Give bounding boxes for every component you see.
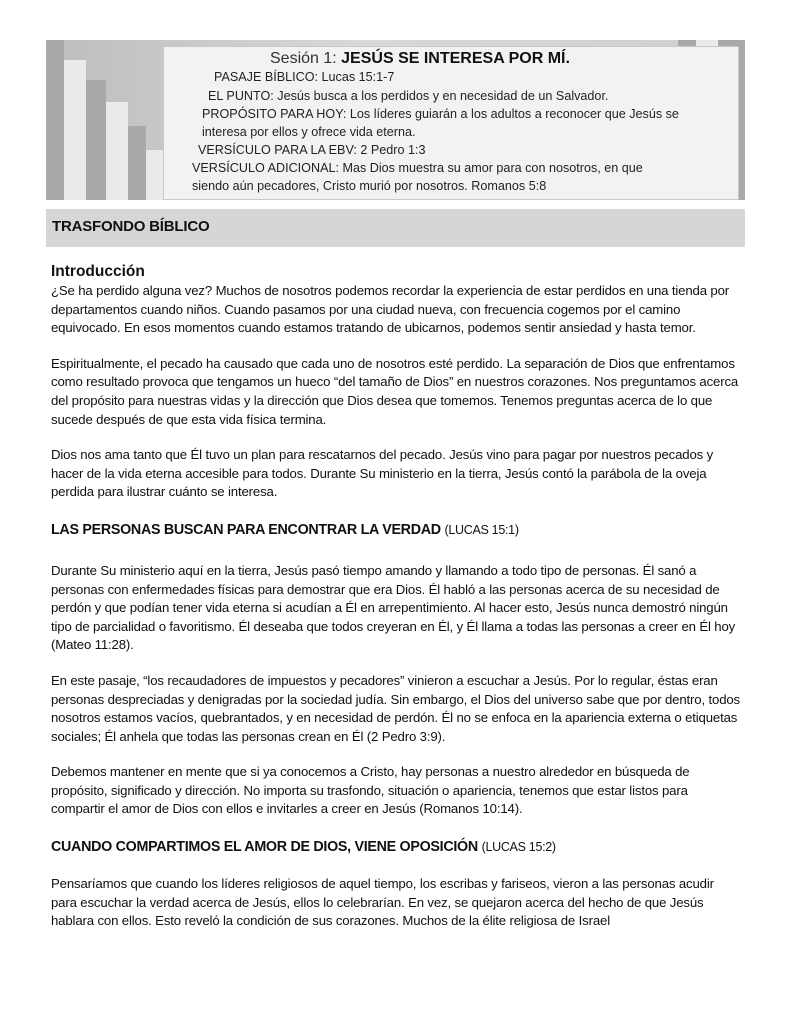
- ebv-verse: VERSÍCULO PARA LA EBV: 2 Pedro 1:3: [198, 143, 426, 157]
- section-bar: [46, 209, 745, 247]
- the-point: EL PUNTO: Jesús busca a los perdidos y en necesidad de un Salvador.: [208, 89, 609, 103]
- section1-paragraph-2: En este pasaje, “los recaudadores de impuestos y pecadores” vinieron a escuchar a Jesús. Por lo regular, éstas eran personas despreciadas y denigradas por la sociedad judía. Sin embargo, el Dios del universo sabe que por dentro, todos nosotros estamos vacíos, quebrantados, y en necesidad de perdón. Él no se enfoca en la apariencia externa o etiquetas sociales; Él anhela que todas las personas crean en Él (2 Pedro 3:9).: [51, 672, 741, 744]
- section-bar-title: TRASFONDO BÍBLICO: [52, 218, 210, 235]
- section2-heading: CUANDO COMPARTIMOS EL AMOR DE DIOS, VIENE OPOSICIÓN (LUCAS 15:2): [51, 839, 556, 856]
- intro-paragraph-2: Espiritualmente, el pecado ha causado que cada uno de nosotros esté perdido. La separación de Dios que enfrentamos como resultado provoca que tengamos un hueco “del tamaño de Dios” en nuestros corazones. Nos preguntamos acerca del propósito para nuestras vidas y la dirección que Dios desea que tomemos. Tenemos preguntas acerca de lo que sucede después de que esta vida física termina.: [51, 355, 739, 427]
- section1-paragraph-3: Debemos mantener en mente que si ya conocemos a Cristo, hay personas a nuestro alrededor en búsqueda de propósito, significado y dirección. No importa su trasfondo, situación o apariencia, tenemos que estar listos para compartir el amor de Dios con ellos e invitarles a creer en Jesús (Romanos 10:14).: [51, 764, 690, 817]
- intro-paragraph-1: ¿Se ha perdido alguna vez? Muchos de nosotros podemos recordar la experiencia de estar perdidos en una tienda por departamentos cuando niños. Cuando pasamos por una ciudad nueva, con frecuencia cogemos por el camino equivocado. En esos momentos cuando estamos tratando de ubicarnos, podemos sentir ansiedad y hasta temor.: [51, 283, 730, 336]
- purpose-line-2: interesa por ellos y ofrece vida eterna.: [202, 125, 416, 139]
- intro-paragraph-3: Dios nos ama tanto que Él tuvo un plan para rescatarnos del pecado. Jesús vino para pagar por nuestros pecados y hacer de la vida eterna accesible para todos. Durante Su ministerio en la tierra, Jesús contó la parábola de la oveja perdida para ilustrar cuánto se interesa.: [51, 447, 714, 500]
- purpose-line-1: PROPÓSITO PARA HOY: Los líderes guiarán a los adultos a reconocer que Jesús se: [202, 107, 679, 121]
- section1-paragraph-1: Durante Su ministerio aquí en la tierra, Jesús pasó tiempo amando y llamando a todo tipo de personas. Él sanó a personas con enfermedades físicas para demostrar que era Dios. Él habló a las personas acerca de su necesidad de perdón y que podían tener vida eterna si acudían a Él en arrepentimiento. Al hacer esto, Jesús nunca demostró ningún tipo de parcialidad o favoritismo. Él deseaba que todos creyeran en Él, y Él llama a todas las personas a creer en Él hoy (Mateo 11:28).: [51, 562, 736, 653]
- extra-verse-line-2: siendo aún pecadores, Cristo murió por nosotros. Romanos 5:8: [192, 179, 547, 193]
- extra-verse-line-1: VERSÍCULO ADICIONAL: Mas Dios muestra su amor para con nosotros, en que: [192, 161, 643, 175]
- section2-paragraph-1: Pensaríamos que cuando los líderes religiosos de aquel tiempo, los escribas y fariseos, vieron a las personas acudir para escuchar la verdad acerca de Jesús, ellos lo celebrarían. En vez, se quejaron acerca del hecho de que Jesús hablara con ellos. Esto reveló la condición de sus corazones. Muchos de la élite religiosa de Israel: [51, 876, 714, 929]
- bible-passage: PASAJE BÍBLICO: Lucas 15:1-7: [214, 70, 395, 84]
- section1-heading: LAS PERSONAS BUSCAN PARA ENCONTRAR LA VERDAD (LUCAS 15:1): [51, 521, 519, 538]
- document-body: [51, 262, 741, 931]
- session-title: Sesión 1: JESÚS SE INTERESA POR MÍ.: [270, 50, 570, 67]
- intro-heading: Introducción: [51, 263, 145, 280]
